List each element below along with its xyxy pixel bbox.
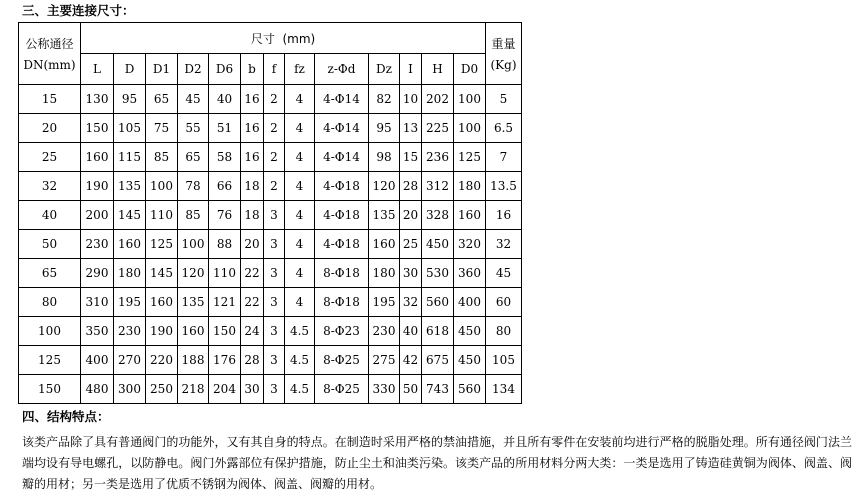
weight-label: 重量 bbox=[491, 37, 516, 51]
table-cell: 4 bbox=[285, 85, 315, 114]
table-row bbox=[19, 230, 522, 259]
table-cell: 15 bbox=[400, 143, 422, 172]
table-cell: 220 bbox=[146, 346, 178, 375]
table-cell: 42 bbox=[400, 346, 422, 375]
table-cell: 30 bbox=[400, 259, 422, 288]
table-cell: 236 bbox=[422, 143, 454, 172]
table-cell: 180 bbox=[369, 259, 400, 288]
table-cell: 145 bbox=[146, 259, 178, 288]
table-cell: 4-Φ18 bbox=[315, 201, 369, 230]
table-row bbox=[19, 375, 522, 404]
table-cell: 176 bbox=[209, 346, 241, 375]
table-cell: 160 bbox=[454, 201, 486, 230]
table-cell: 55 bbox=[178, 114, 209, 143]
table-cell: 125 bbox=[146, 230, 178, 259]
table-cell: 618 bbox=[422, 317, 454, 346]
table-cell: 110 bbox=[209, 259, 241, 288]
table-cell: 98 bbox=[369, 143, 400, 172]
table-cell: 58 bbox=[209, 143, 241, 172]
table-cell: 400 bbox=[81, 346, 114, 375]
table-cell: 450 bbox=[422, 230, 454, 259]
table-row bbox=[19, 346, 522, 375]
table-cell: 3 bbox=[264, 201, 285, 230]
table-cell: 135 bbox=[369, 201, 400, 230]
table-cell: 360 bbox=[454, 259, 486, 288]
table-cell: 100 bbox=[178, 230, 209, 259]
table-cell: 2 bbox=[264, 85, 285, 114]
table-cell: 204 bbox=[209, 375, 241, 404]
column-header: f bbox=[264, 54, 285, 85]
table-cell: 40 bbox=[209, 85, 241, 114]
table-cell: 4.5 bbox=[285, 317, 315, 346]
table-cell: 188 bbox=[178, 346, 209, 375]
table-cell: 65 bbox=[19, 259, 81, 288]
table-cell: 28 bbox=[400, 172, 422, 201]
table-cell: 100 bbox=[454, 114, 486, 143]
table-cell: 100 bbox=[146, 172, 178, 201]
table-cell: 450 bbox=[454, 346, 486, 375]
table-cell: 20 bbox=[400, 201, 422, 230]
table-cell: 250 bbox=[146, 375, 178, 404]
table-cell: 150 bbox=[19, 375, 81, 404]
table-header-row-2 bbox=[19, 54, 522, 85]
table-cell: 4.5 bbox=[285, 375, 315, 404]
table-cell: 328 bbox=[422, 201, 454, 230]
table-cell: 125 bbox=[19, 346, 81, 375]
table-cell: 120 bbox=[178, 259, 209, 288]
table-cell: 20 bbox=[19, 114, 81, 143]
table-cell: 190 bbox=[81, 172, 114, 201]
table-row bbox=[19, 288, 522, 317]
table-cell: 40 bbox=[19, 201, 81, 230]
weight-unit: (Kg) bbox=[490, 58, 517, 72]
table-cell: 75 bbox=[146, 114, 178, 143]
table-cell: 8-Φ18 bbox=[315, 259, 369, 288]
table-cell: 150 bbox=[81, 114, 114, 143]
dimensions-group-header: 尺寸 (mm) bbox=[81, 23, 486, 54]
table-cell: 4 bbox=[285, 172, 315, 201]
table-cell: 13.5 bbox=[486, 172, 522, 201]
table-cell: 65 bbox=[146, 85, 178, 114]
column-header: Dz bbox=[369, 54, 400, 85]
table-row bbox=[19, 172, 522, 201]
table-cell: 4 bbox=[285, 114, 315, 143]
column-header: H bbox=[422, 54, 454, 85]
table-header-row-1 bbox=[19, 23, 522, 54]
table-cell: 28 bbox=[241, 346, 264, 375]
table-cell: 82 bbox=[369, 85, 400, 114]
table-cell: 480 bbox=[81, 375, 114, 404]
nominal-diameter-label: 公称通径 bbox=[25, 37, 74, 51]
table-cell: 560 bbox=[454, 375, 486, 404]
table-row bbox=[19, 317, 522, 346]
table-cell: 3 bbox=[264, 259, 285, 288]
table-cell: 160 bbox=[369, 230, 400, 259]
table-cell: 330 bbox=[369, 375, 400, 404]
table-cell: 5 bbox=[486, 85, 522, 114]
column-header: D bbox=[114, 54, 146, 85]
table-cell: 160 bbox=[178, 317, 209, 346]
table-cell: 150 bbox=[209, 317, 241, 346]
table-cell: 6.5 bbox=[486, 114, 522, 143]
table-cell: 110 bbox=[146, 201, 178, 230]
table-cell: 20 bbox=[241, 230, 264, 259]
column-header: L bbox=[81, 54, 114, 85]
table-cell: 350 bbox=[81, 317, 114, 346]
column-header: b bbox=[241, 54, 264, 85]
table-cell: 2 bbox=[264, 143, 285, 172]
table-cell: 85 bbox=[146, 143, 178, 172]
table-cell: 450 bbox=[454, 317, 486, 346]
table-cell: 85 bbox=[178, 201, 209, 230]
table-cell: 80 bbox=[19, 288, 81, 317]
table-cell: 4 bbox=[285, 201, 315, 230]
column-header: I bbox=[400, 54, 422, 85]
table-cell: 4 bbox=[285, 230, 315, 259]
table-cell: 18 bbox=[241, 201, 264, 230]
table-cell: 4-Φ14 bbox=[315, 85, 369, 114]
section-4-heading: 四、结构特点： bbox=[22, 409, 110, 424]
table-cell: 8-Φ25 bbox=[315, 346, 369, 375]
table-cell: 7 bbox=[486, 143, 522, 172]
table-cell: 4-Φ18 bbox=[315, 172, 369, 201]
table-cell: 290 bbox=[81, 259, 114, 288]
table-cell: 32 bbox=[19, 172, 81, 201]
table-cell: 65 bbox=[178, 143, 209, 172]
table-cell: 32 bbox=[400, 288, 422, 317]
table-cell: 78 bbox=[178, 172, 209, 201]
table-cell: 95 bbox=[369, 114, 400, 143]
table-cell: 4-Φ14 bbox=[315, 143, 369, 172]
table-cell: 3 bbox=[264, 346, 285, 375]
table-cell: 125 bbox=[454, 143, 486, 172]
table-cell: 530 bbox=[422, 259, 454, 288]
table-cell: 45 bbox=[178, 85, 209, 114]
table-cell: 15 bbox=[19, 85, 81, 114]
column-header: D6 bbox=[209, 54, 241, 85]
table-cell: 134 bbox=[486, 375, 522, 404]
table-cell: 4 bbox=[285, 259, 315, 288]
table-cell: 202 bbox=[422, 85, 454, 114]
table-cell: 45 bbox=[486, 259, 522, 288]
table-cell: 4 bbox=[285, 288, 315, 317]
table-cell: 160 bbox=[81, 143, 114, 172]
table-cell: 88 bbox=[209, 230, 241, 259]
table-cell: 105 bbox=[486, 346, 522, 375]
table-cell: 180 bbox=[114, 259, 146, 288]
nominal-diameter-header bbox=[19, 23, 81, 85]
table-cell: 16 bbox=[241, 85, 264, 114]
table-cell: 4.5 bbox=[285, 346, 315, 375]
table-cell: 40 bbox=[400, 317, 422, 346]
table-cell: 22 bbox=[241, 288, 264, 317]
table-cell: 2 bbox=[264, 114, 285, 143]
table-row bbox=[19, 114, 522, 143]
table-cell: 225 bbox=[422, 114, 454, 143]
table-row bbox=[19, 85, 522, 114]
table-cell: 8-Φ18 bbox=[315, 288, 369, 317]
table-cell: 3 bbox=[264, 375, 285, 404]
table-cell: 76 bbox=[209, 201, 241, 230]
table-cell: 120 bbox=[369, 172, 400, 201]
table-cell: 3 bbox=[264, 288, 285, 317]
table-cell: 320 bbox=[454, 230, 486, 259]
table-cell: 3 bbox=[264, 230, 285, 259]
column-header: D1 bbox=[146, 54, 178, 85]
table-cell: 300 bbox=[114, 375, 146, 404]
table-cell: 30 bbox=[241, 375, 264, 404]
table-cell: 4 bbox=[285, 143, 315, 172]
table-cell: 8-Φ23 bbox=[315, 317, 369, 346]
table-cell: 22 bbox=[241, 259, 264, 288]
table-cell: 100 bbox=[454, 85, 486, 114]
table-cell: 4-Φ18 bbox=[315, 230, 369, 259]
table-cell: 130 bbox=[81, 85, 114, 114]
table-cell: 230 bbox=[369, 317, 400, 346]
table-cell: 32 bbox=[486, 230, 522, 259]
table-cell: 25 bbox=[19, 143, 81, 172]
table-cell: 16 bbox=[486, 201, 522, 230]
table-cell: 312 bbox=[422, 172, 454, 201]
table-cell: 560 bbox=[422, 288, 454, 317]
table-row bbox=[19, 143, 522, 172]
table-cell: 230 bbox=[81, 230, 114, 259]
nominal-diameter-unit: DN(mm) bbox=[23, 58, 76, 72]
table-cell: 190 bbox=[146, 317, 178, 346]
table-cell: 2 bbox=[264, 172, 285, 201]
table-cell: 10 bbox=[400, 85, 422, 114]
table-cell: 310 bbox=[81, 288, 114, 317]
table-cell: 121 bbox=[209, 288, 241, 317]
table-cell: 105 bbox=[114, 114, 146, 143]
table-cell: 675 bbox=[422, 346, 454, 375]
column-header: D2 bbox=[178, 54, 209, 85]
table-cell: 145 bbox=[114, 201, 146, 230]
table-cell: 135 bbox=[114, 172, 146, 201]
table-row bbox=[19, 201, 522, 230]
table-cell: 400 bbox=[454, 288, 486, 317]
table-cell: 195 bbox=[369, 288, 400, 317]
table-cell: 218 bbox=[178, 375, 209, 404]
table-cell: 100 bbox=[19, 317, 81, 346]
table-cell: 24 bbox=[241, 317, 264, 346]
table-cell: 160 bbox=[114, 230, 146, 259]
table-cell: 50 bbox=[400, 375, 422, 404]
table-cell: 66 bbox=[209, 172, 241, 201]
table-cell: 18 bbox=[241, 172, 264, 201]
table-cell: 16 bbox=[241, 143, 264, 172]
table-cell: 3 bbox=[264, 317, 285, 346]
table-cell: 51 bbox=[209, 114, 241, 143]
table-cell: 230 bbox=[114, 317, 146, 346]
table-cell: 115 bbox=[114, 143, 146, 172]
table-cell: 200 bbox=[81, 201, 114, 230]
table-cell: 270 bbox=[114, 346, 146, 375]
structure-features-paragraph: 该类产品除了具有普通阀门的功能外，又有其自身的特点。在制造时采用严格的禁油措施，并且所有零件在安装前均进行严格的脱脂处理。所有通径阀门法兰端均设有导电螺孔，以防静电。阀门外露部位有保护措施，防止尘土和油类污染。该类产品的所用材料分两大类：一类是选用了铸造硅黄铜为阀体、阀盖、阀瓣的用材；另一类是选用了优质不锈钢为阀体、阀盖、阀瓣的用材。 bbox=[22, 435, 852, 491]
table-cell: 25 bbox=[400, 230, 422, 259]
column-header: fz bbox=[285, 54, 315, 85]
column-header: D0 bbox=[454, 54, 486, 85]
table-cell: 743 bbox=[422, 375, 454, 404]
table-cell: 8-Φ25 bbox=[315, 375, 369, 404]
table-cell: 180 bbox=[454, 172, 486, 201]
table-cell: 13 bbox=[400, 114, 422, 143]
table-cell: 160 bbox=[146, 288, 178, 317]
table-cell: 80 bbox=[486, 317, 522, 346]
table-cell: 135 bbox=[178, 288, 209, 317]
table-cell: 195 bbox=[114, 288, 146, 317]
table-cell: 4-Φ14 bbox=[315, 114, 369, 143]
table-cell: 95 bbox=[114, 85, 146, 114]
column-header: z-Φd bbox=[315, 54, 369, 85]
section-3-heading: 三、主要连接尺寸： bbox=[22, 3, 135, 18]
weight-header bbox=[486, 23, 522, 85]
table-row bbox=[19, 259, 522, 288]
table-cell: 50 bbox=[19, 230, 81, 259]
table-cell: 16 bbox=[241, 114, 264, 143]
connection-dimensions-table bbox=[18, 22, 522, 404]
table-cell: 60 bbox=[486, 288, 522, 317]
table-cell: 275 bbox=[369, 346, 400, 375]
